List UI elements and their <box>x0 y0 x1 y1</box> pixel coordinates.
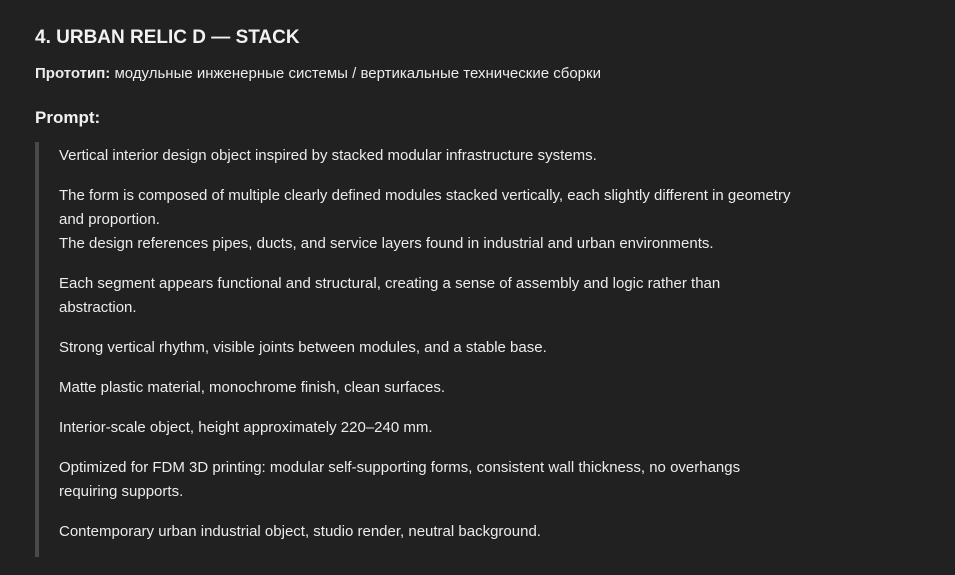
prompt-blockquote <box>35 142 795 557</box>
prompt-paragraph-5: Matte plastic material, monochrome finish, clean surfaces. <box>59 379 445 396</box>
prompt-paragraph-2-line-2: The design references pipes, ducts, and service layers found in industrial and urban environments. <box>59 235 714 252</box>
section-heading: 4. URBAN RELIC D — STACK <box>35 27 300 48</box>
prompt-paragraph-2 <box>59 184 795 256</box>
prompt-paragraph-1: Vertical interior design object inspired by stacked modular infrastructure systems. <box>59 147 597 164</box>
prototype-label: Прототип: <box>35 65 111 82</box>
prompt-paragraph-6: Interior-scale object, height approximately 220–240 mm. <box>59 419 433 436</box>
prompt-paragraph-3: Each segment appears functional and structural, creating a sense of assembly and logic rather than abstraction. <box>59 275 721 316</box>
prompt-paragraph-4: Strong vertical rhythm, visible joints between modules, and a stable base. <box>59 339 547 356</box>
prompt-paragraph-8: Contemporary urban industrial object, studio render, neutral background. <box>59 523 541 540</box>
prototype-value: модульные инженерные системы / вертикальные технические сборки <box>114 65 601 82</box>
prototype-line <box>35 63 601 85</box>
prompt-label: Prompt: <box>35 108 101 127</box>
prompt-paragraph-2-line-1: The form is composed of multiple clearly defined modules stacked vertically, each slightly different in geometry and proportion. <box>59 187 791 228</box>
prompt-paragraph-7: Optimized for FDM 3D printing: modular self-supporting forms, consistent wall thickness, no overhangs requiring supports. <box>59 459 741 500</box>
